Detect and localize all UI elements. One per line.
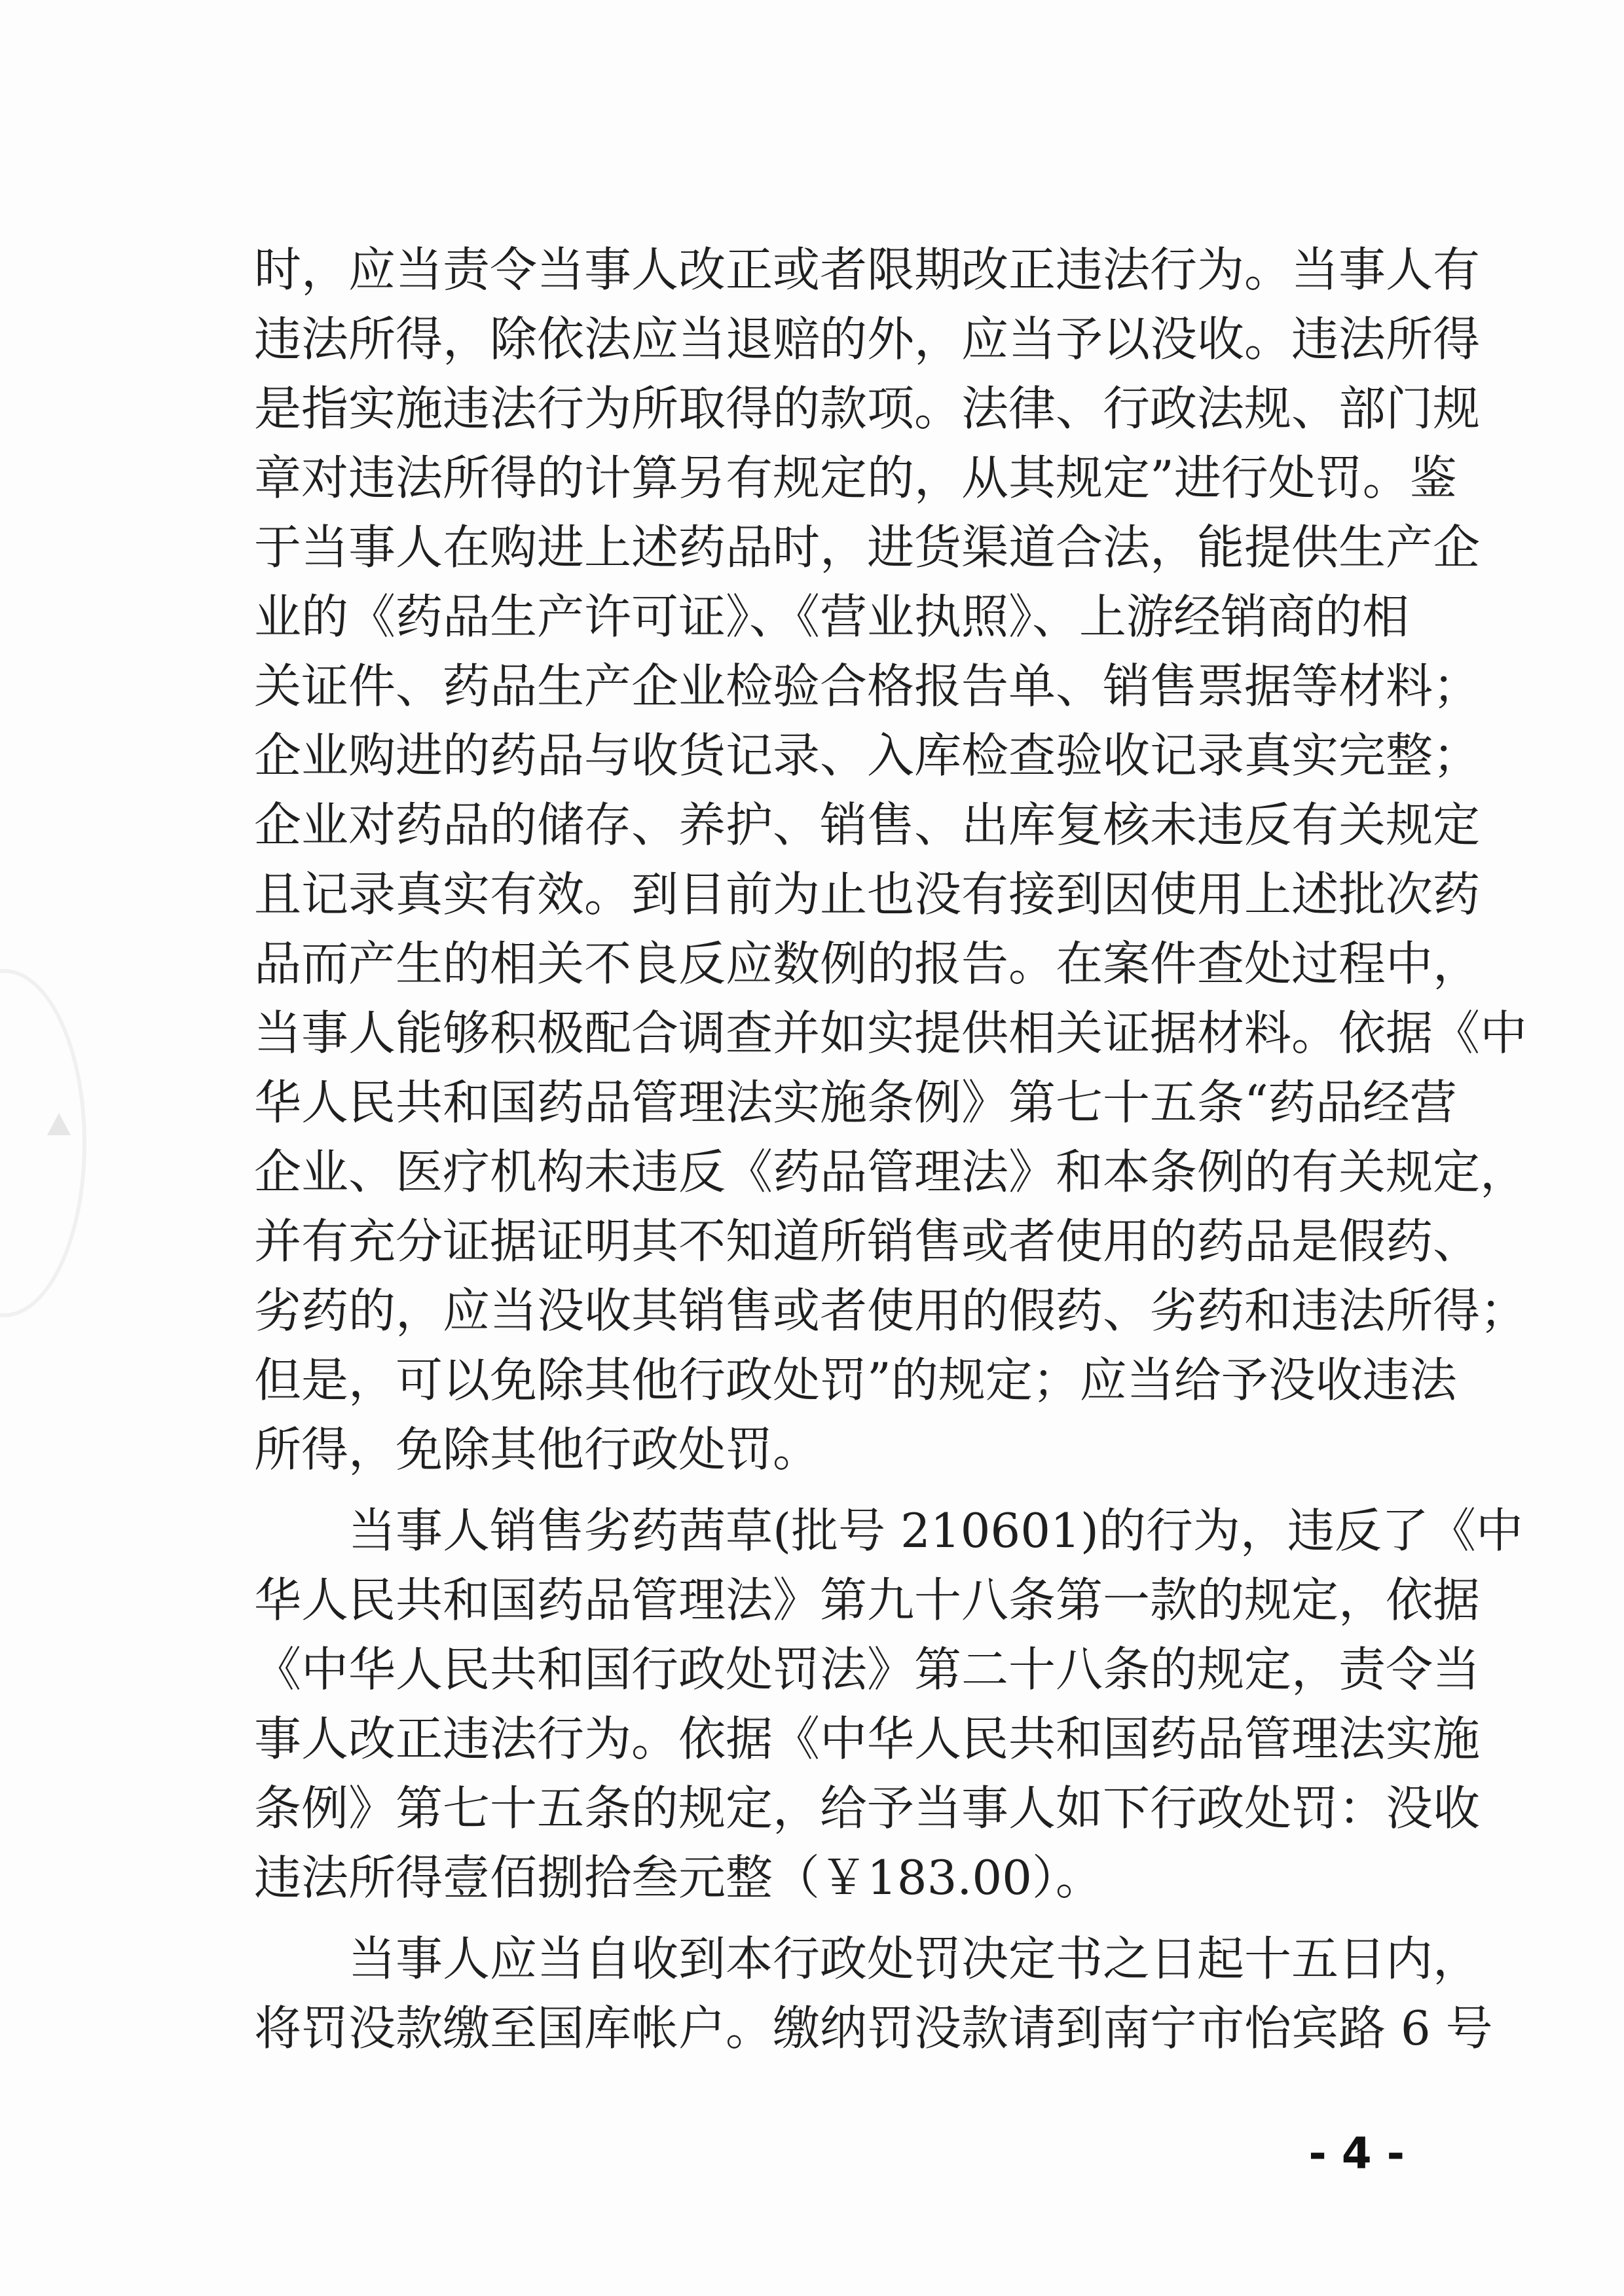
body-line: 事人改正违法行为。依据《中华人民共和国药品管理法实施	[254, 1711, 1481, 1766]
body-line: 企业购进的药品与收货记录、入库检查验收记录真实完整；	[254, 728, 1481, 783]
body-line: 并有充分证据证明其不知道所销售或者使用的药品是假药、	[254, 1214, 1481, 1269]
body-line: 品而产生的相关不良反应数例的报告。在案件查处过程中，	[254, 936, 1481, 991]
body-line: 于当事人在购进上述药品时，进货渠道合法，能提供生产企	[254, 520, 1481, 575]
body-line: 所得，免除其他行政处罚。	[254, 1422, 821, 1477]
body-line: 企业、医疗机构未违反《药品管理法》和本条例的有关规定，	[254, 1144, 1528, 1199]
body-line: 《中华人民共和国行政处罚法》第二十八条的规定，责令当	[254, 1642, 1481, 1697]
body-line: 时，应当责令当事人改正或者限期改正违法行为。当事人有	[254, 242, 1481, 297]
body-line: 是指实施违法行为所取得的款项。法律、行政法规、部门规	[254, 381, 1481, 436]
body-line: 且记录真实有效。到目前为止也没有接到因使用上述批次药	[254, 867, 1481, 922]
paragraph-first-line: 当事人应当自收到本行政处罚决定书之日起十五日内，	[348, 1931, 1481, 1986]
body-line: 华人民共和国药品管理法实施条例》第七十五条“药品经营	[254, 1075, 1457, 1130]
body-line: 劣药的，应当没收其销售或者使用的假药、劣药和违法所得；	[254, 1283, 1528, 1338]
body-line: 当事人能够积极配合调查并如实提供相关证据材料。依据《中	[254, 1006, 1528, 1061]
body-line: 条例》第七十五条的规定，给予当事人如下行政处罚：没收	[254, 1781, 1481, 1836]
body-line: 章对违法所得的计算另有规定的，从其规定”进行处罚。鉴	[254, 450, 1457, 505]
body-line: 华人民共和国药品管理法》第九十八条第一款的规定，依据	[254, 1573, 1481, 1628]
body-line: 违法所得壹佰捌拾叁元整（￥183.00）。	[254, 1850, 1103, 1905]
body-line: 违法所得，除依法应当退赔的外，应当予以没收。违法所得	[254, 312, 1481, 367]
body-line: 将罚没款缴至国库帐户。缴纳罚没款请到南宁市怡宾路 6 号	[254, 2001, 1493, 2056]
page-number: - 4 -	[1308, 2128, 1405, 2179]
body-line: 关证件、药品生产企业检验合格报告单、销售票据等材料；	[254, 659, 1481, 714]
paragraph-first-line: 当事人销售劣药茜草(批号 210601)的行为，违反了《中	[348, 1503, 1523, 1558]
body-line: 企业对药品的储存、养护、销售、出库复核未违反有关规定	[254, 797, 1481, 852]
body-line: 业的《药品生产许可证》、《营业执照》、上游经销商的相	[254, 589, 1410, 644]
body-line: 但是，可以免除其他行政处罚”的规定；应当给予没收违法	[254, 1353, 1457, 1408]
